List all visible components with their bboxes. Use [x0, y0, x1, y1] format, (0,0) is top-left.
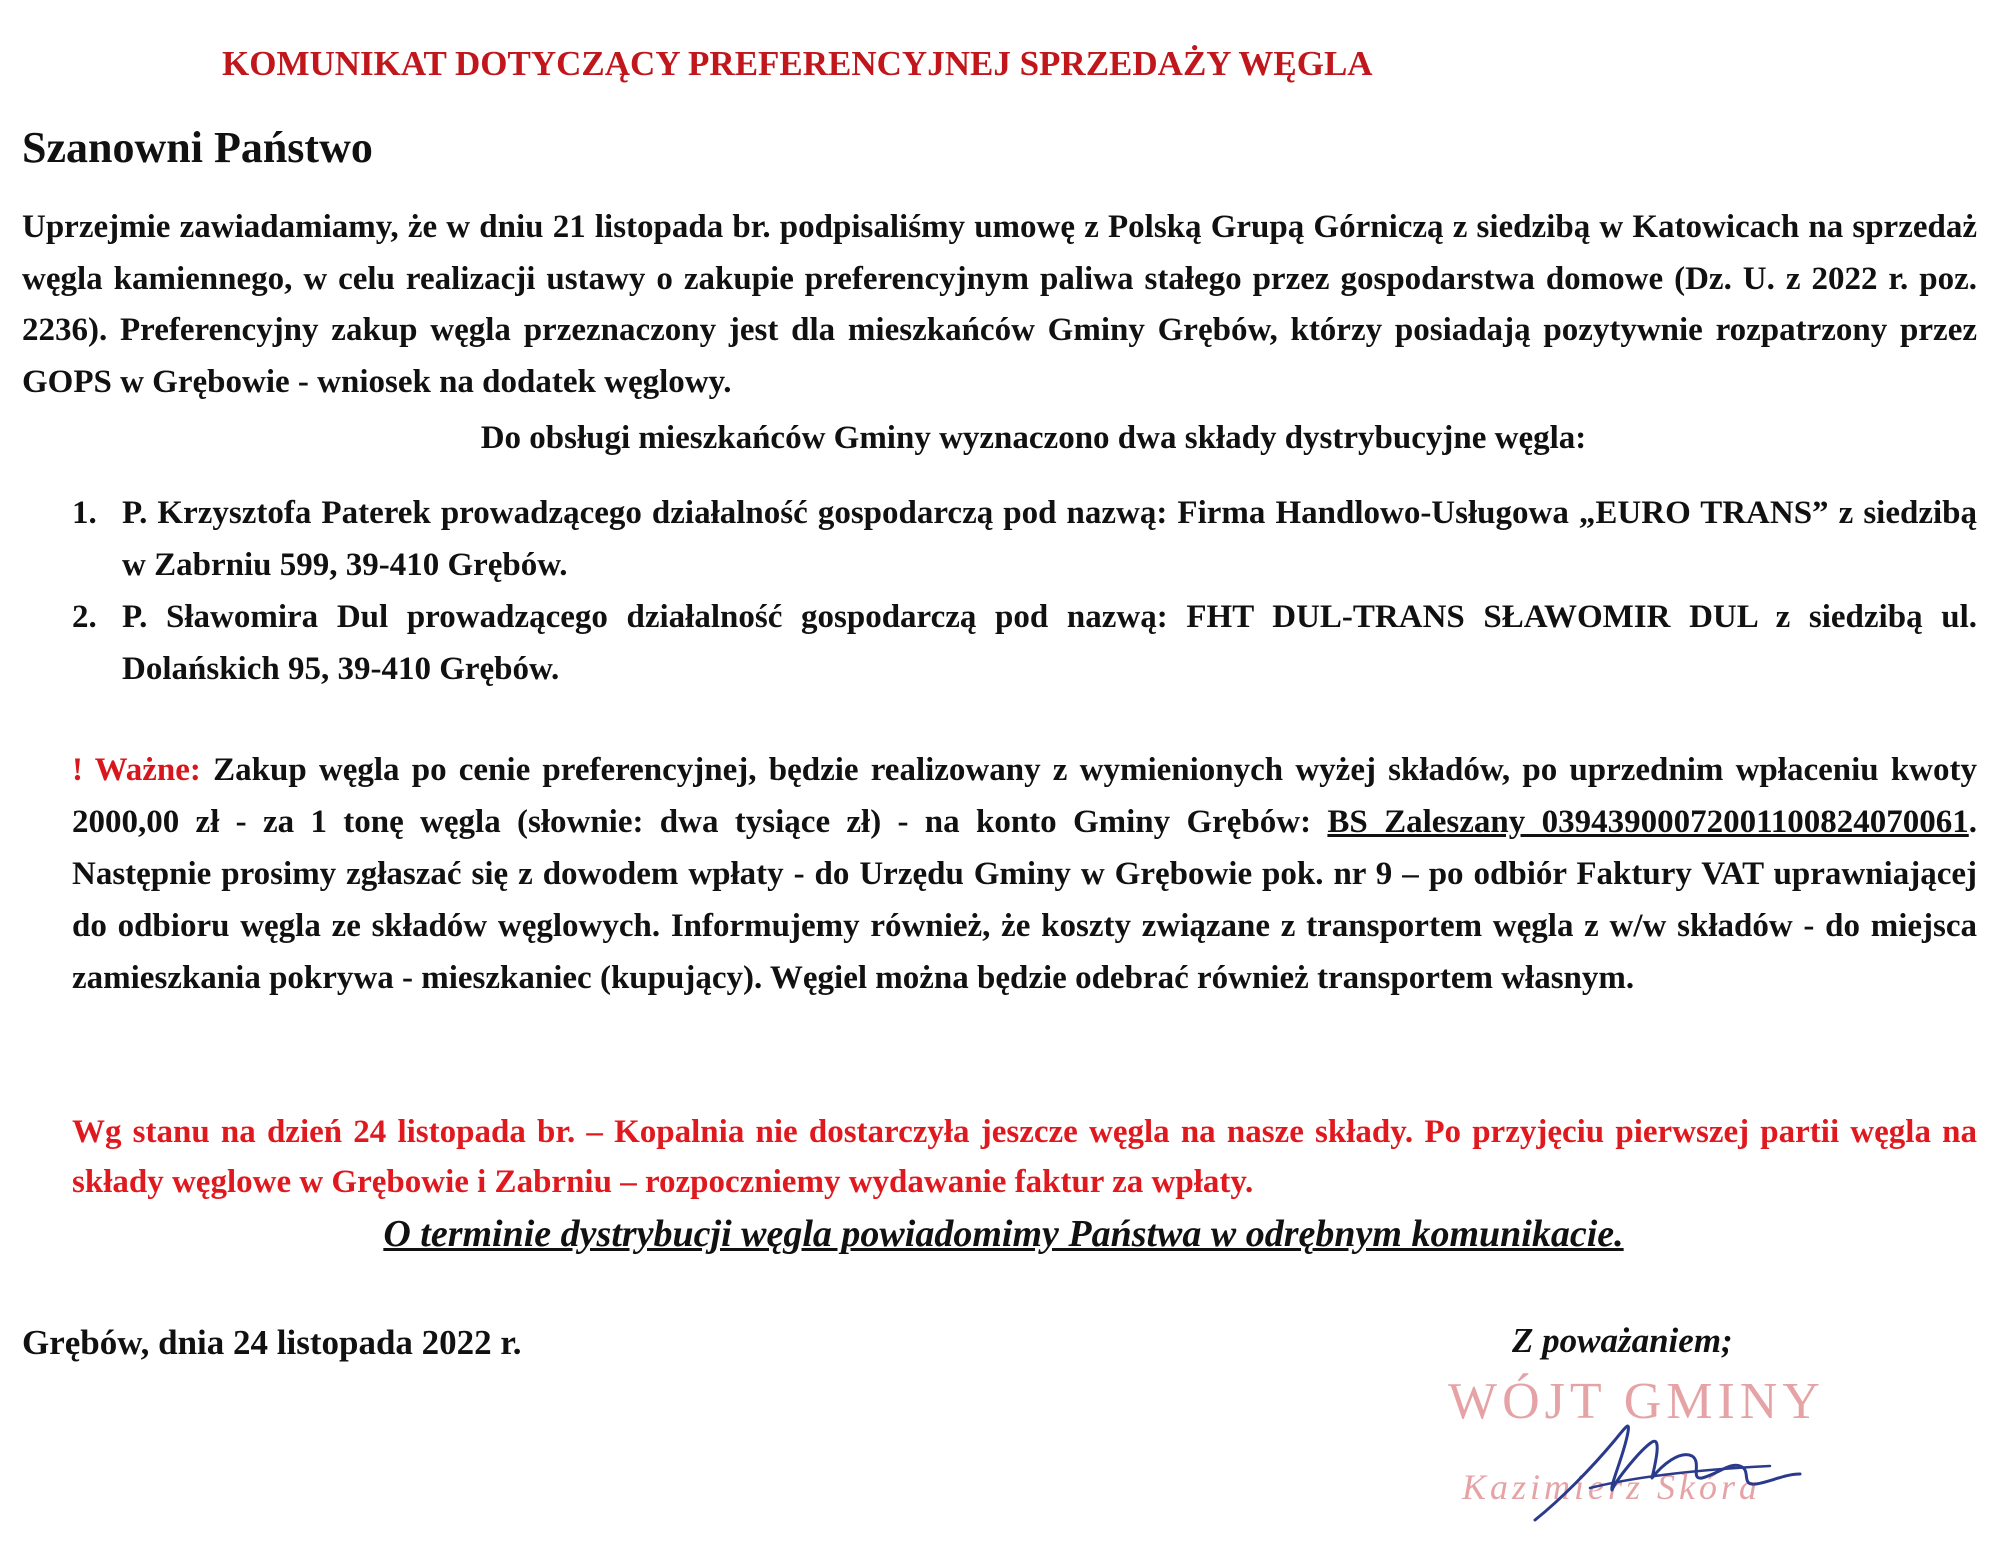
list-item-number: 2.: [72, 599, 97, 635]
notice-text-1: Zakup węgla po cenie preferencyjnej, będzie realizowany z wymienionych wyżej składów, po uprzednim wpłaceniu kwoty 2000,00 zł - za 1 tonę węgla (słownie: dwa tysiące zł) - na konto Gminy Grębów:: [72, 752, 1977, 840]
distributors-heading: Do obsługi mieszkańców Gminy wyznaczono dwa składy dystrybucyjne węgla:: [480, 420, 1587, 456]
closing-statement: O terminie dystrybucji węgla powiadomimy Państwa w odrębnym komunikacie.: [383, 1213, 1624, 1255]
stamp-title: WÓJT GMINY: [1448, 1373, 1825, 1430]
payment-notice: [72, 744, 1977, 1004]
official-stamp: [1440, 1370, 1825, 1530]
place-and-date: Grębów, dnia 24 listopada 2022 r.: [22, 1323, 522, 1362]
important-label: ! Ważne:: [72, 752, 201, 788]
document-title: KOMUNIKAT DOTYCZĄCY PREFERENCYJNEJ SPRZEDAŻY WĘGLA: [222, 44, 1373, 83]
list-item: [72, 487, 1977, 591]
greeting: Szanowni Państwo: [22, 123, 373, 172]
bank-account: BS Zaleszany 03943900072001100824070061: [1327, 804, 1969, 840]
signature-icon: [1440, 1370, 1820, 1530]
delivery-status: Wg stanu na dzień 24 listopada br. – Kopalnia nie dostarczyła jeszcze węgla na nasze składy. Po przyjęciu pierwszej partii węgla na składy węglowe w Grębowie i Zabrniu – rozpoczniemy wydawanie faktur za wpłaty.: [72, 1114, 1977, 1200]
intro-paragraph: Uprzejmie zawiadamiamy, że w dniu 21 listopada br. podpisaliśmy umowę z Polską Grupą Górniczą z siedzibą w Katowicach na sprzedaż węgla kamiennego, w celu realizacji ustawy o zakupie preferencyjnym paliwa stałego przez gospodarstwa domowe (Dz. U. z 2022 r. poz. 2236). Preferencyjny zakup węgla przeznaczony jest dla mieszkańców Gminy Grębów, którzy posiadają pozytywnie rozpatrzony przez GOPS w Grębowie - wniosek na dodatek węglowy.: [22, 209, 1977, 400]
notice-text-2: . Następnie prosimy zgłaszać się z dowodem wpłaty - do Urzędu Gminy w Grębowie pok. nr 9 – po odbiór Faktury VAT uprawniającej do odbioru węgla ze składów węglowych. Informujemy również, że koszty związane z transportem węgla z w/w składów - do miejsca zamieszkania pokrywa - mieszkaniec (kupujący). Węgiel można będzie odebrać również transportem własnym.: [72, 804, 1978, 996]
list-item-text: P. Sławomira Dul prowadzącego działalność gospodarczą pod nazwą: FHT DUL-TRANS SŁAWOMIR DUL z siedzibą ul. Dolańskich 95, 39-410 Grębów.: [122, 599, 1977, 687]
distributor-list: [72, 487, 1977, 695]
stamp-name: Kazimierz Skóra: [1462, 1467, 1762, 1507]
regards: Z poważaniem;: [1512, 1321, 1733, 1360]
list-item-text: P. Krzysztofa Paterek prowadzącego działalność gospodarczą pod nazwą: Firma Handlowo-Usługowa „EURO TRANS” z siedzibą w Zabrniu 599, 39-410 Grębów.: [122, 495, 1977, 583]
list-item: [72, 591, 1977, 695]
list-item-number: 1.: [72, 495, 97, 531]
